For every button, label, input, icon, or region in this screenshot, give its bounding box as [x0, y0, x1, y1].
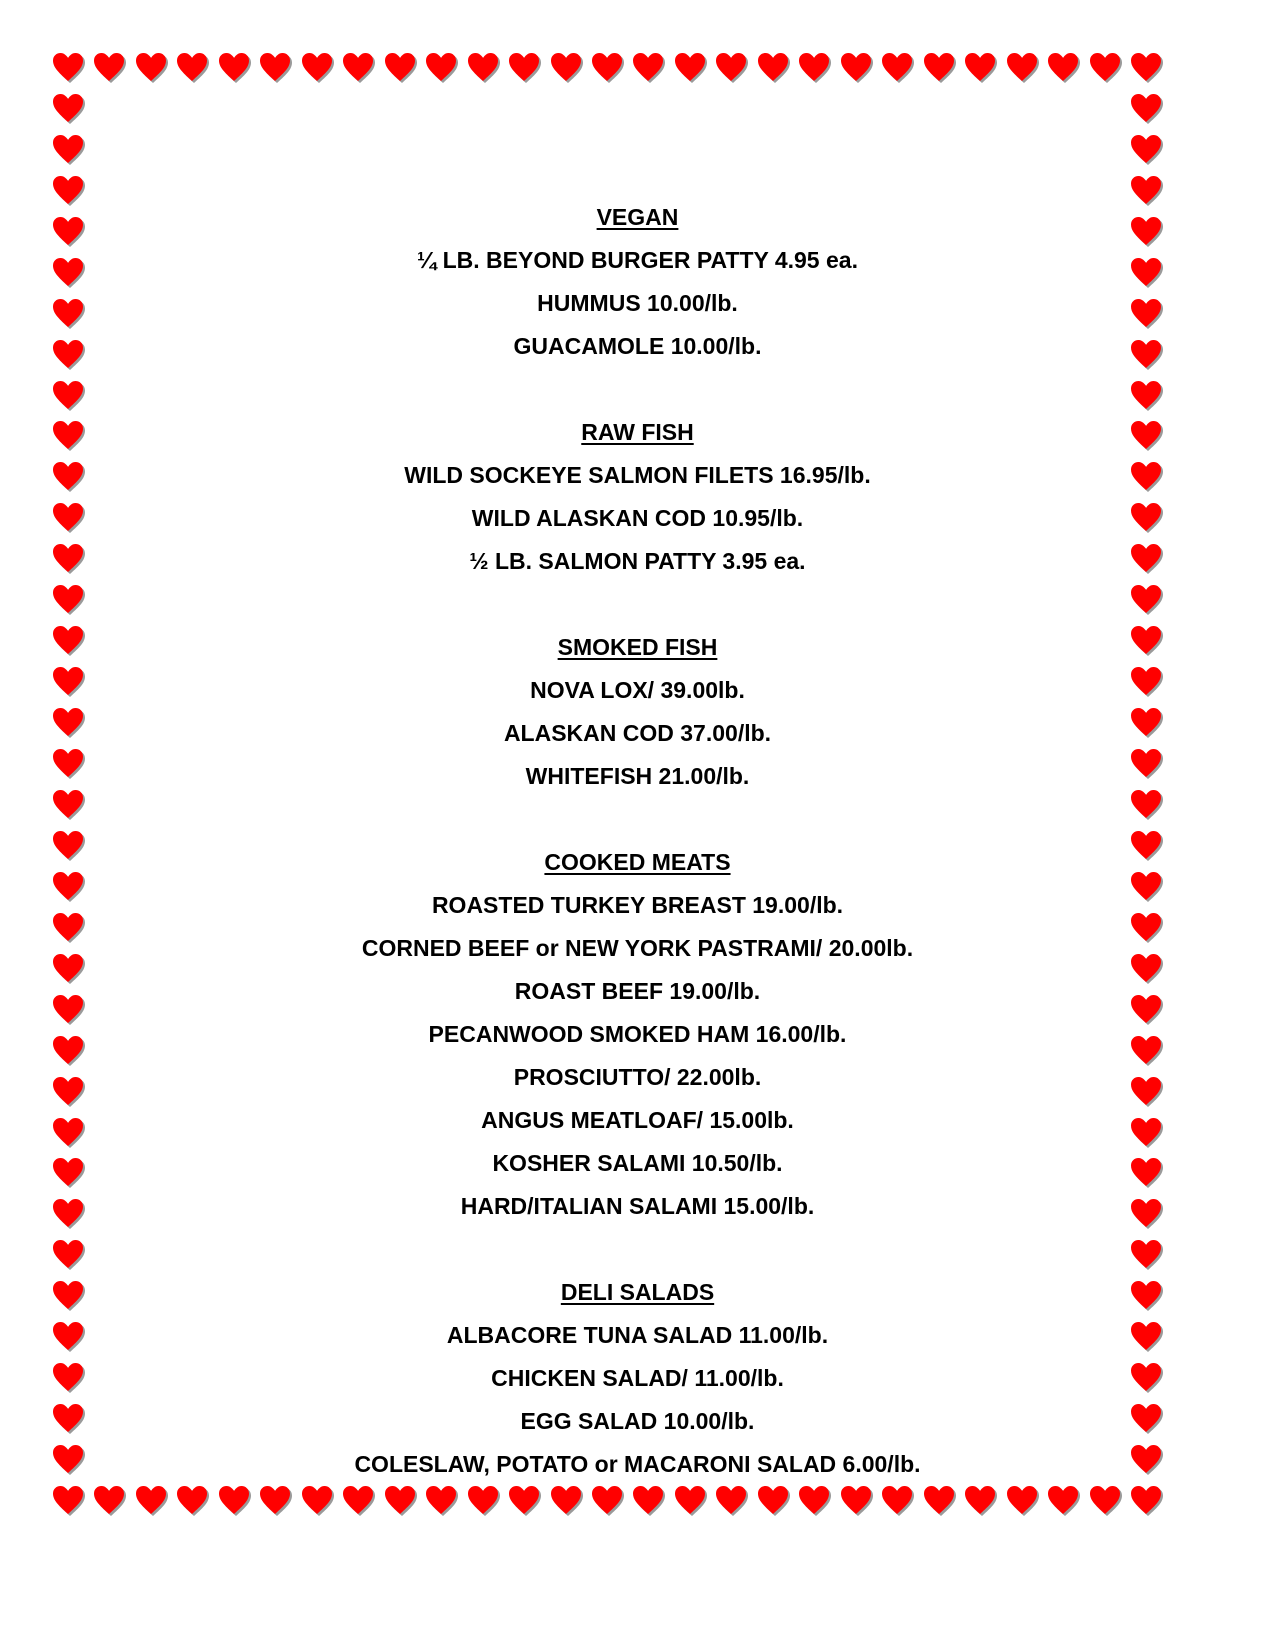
heart-icon	[632, 52, 664, 82]
heart-icon	[591, 1485, 623, 1515]
heart-icon	[52, 134, 84, 164]
heart-icon	[135, 52, 167, 82]
heart-icon	[1006, 52, 1038, 82]
heart-icon	[674, 52, 706, 82]
heart-icon	[259, 1485, 291, 1515]
heart-icon	[798, 52, 830, 82]
menu-item: ANGUS MEATLOAF/ 15.00lb.	[481, 1107, 794, 1133]
heart-icon	[1130, 93, 1162, 123]
heart-icon	[384, 52, 416, 82]
heart-icon	[218, 1485, 250, 1515]
menu-section-deli-salads	[0, 1271, 1275, 1486]
heart-icon	[425, 1485, 457, 1515]
heart-icon	[301, 1485, 333, 1515]
menu-item: NOVA LOX/ 39.00lb.	[530, 677, 745, 703]
heart-icon	[591, 52, 623, 82]
menu-item: CHICKEN SALAD/ 11.00/lb.	[491, 1365, 784, 1391]
menu-item: COLESLAW, POTATO or MACARONI SALAD 6.00/lb.	[354, 1451, 921, 1477]
heart-icon	[840, 52, 872, 82]
heart-icon	[881, 52, 913, 82]
heart-icon	[1130, 134, 1162, 164]
section-heading: VEGAN	[596, 204, 679, 230]
heart-icon	[923, 1485, 955, 1515]
menu-section-vegan	[0, 196, 1275, 368]
heart-icon	[508, 52, 540, 82]
menu-content	[0, 196, 1275, 1486]
heart-icon	[715, 52, 747, 82]
heart-icon	[218, 52, 250, 82]
heart-icon	[715, 1485, 747, 1515]
menu-item: ROASTED TURKEY BREAST 19.00/lb.	[431, 892, 844, 918]
heart-icon	[798, 1485, 830, 1515]
heart-icon	[508, 1485, 540, 1515]
heart-icon	[964, 52, 996, 82]
heart-icon	[840, 1485, 872, 1515]
heart-icon	[550, 52, 582, 82]
heart-icon	[425, 52, 457, 82]
menu-section-smoked-fish	[0, 626, 1275, 798]
heart-icon	[342, 52, 374, 82]
menu-item: ¼ LB. BEYOND BURGER PATTY 4.95 ea.	[417, 247, 858, 273]
heart-icon	[550, 1485, 582, 1515]
heart-icon	[674, 1485, 706, 1515]
heart-icon	[1089, 1485, 1121, 1515]
menu-section-raw-fish	[0, 411, 1275, 583]
heart-icon	[93, 1485, 125, 1515]
section-heading: DELI SALADS	[560, 1279, 715, 1305]
heart-icon	[757, 52, 789, 82]
heart-icon	[881, 1485, 913, 1515]
heart-icon	[52, 93, 84, 123]
menu-item: CORNED BEEF or NEW YORK PASTRAMI/ 20.00lb.	[361, 935, 914, 961]
menu-item: KOSHER SALAMI 10.50/lb.	[492, 1150, 783, 1176]
heart-icon	[93, 52, 125, 82]
heart-icon	[1130, 52, 1162, 82]
heart-icon	[176, 1485, 208, 1515]
menu-item: EGG SALAD 10.00/lb.	[520, 1408, 755, 1434]
section-heading: COOKED MEATS	[544, 849, 731, 875]
section-heading: RAW FISH	[581, 419, 694, 445]
menu-item: PROSCIUTTO/ 22.00lb.	[513, 1064, 762, 1090]
heart-icon	[1047, 1485, 1079, 1515]
heart-icon	[632, 1485, 664, 1515]
heart-icon	[467, 52, 499, 82]
heart-icon	[135, 1485, 167, 1515]
menu-item: ALASKAN COD 37.00/lb.	[503, 720, 772, 746]
menu-item: ALBACORE TUNA SALAD 11.00/lb.	[446, 1322, 829, 1348]
heart-icon	[964, 1485, 996, 1515]
heart-icon	[176, 52, 208, 82]
menu-item: PECANWOOD SMOKED HAM 16.00/lb.	[428, 1021, 847, 1047]
menu-item: ROAST BEEF 19.00/lb.	[514, 978, 761, 1004]
heart-icon	[384, 1485, 416, 1515]
heart-icon	[1047, 52, 1079, 82]
menu-item: GUACAMOLE 10.00/lb.	[513, 333, 762, 359]
heart-icon	[259, 52, 291, 82]
heart-icon	[1130, 1485, 1162, 1515]
heart-icon	[467, 1485, 499, 1515]
heart-icon	[757, 1485, 789, 1515]
menu-section-cooked-meats	[0, 841, 1275, 1228]
heart-icon	[1006, 1485, 1038, 1515]
section-heading: SMOKED FISH	[557, 634, 718, 660]
heart-icon	[1089, 52, 1121, 82]
heart-icon	[301, 52, 333, 82]
heart-icon	[52, 1485, 84, 1515]
menu-item: HUMMUS 10.00/lb.	[537, 290, 738, 316]
menu-item: ½ LB. SALMON PATTY 3.95 ea.	[469, 548, 806, 574]
menu-item: HARD/ITALIAN SALAMI 15.00/lb.	[460, 1193, 815, 1219]
heart-icon	[923, 52, 955, 82]
menu-item: WILD ALASKAN COD 10.95/lb.	[471, 505, 804, 531]
heart-icon	[52, 52, 84, 82]
menu-item: WHITEFISH 21.00/lb.	[525, 763, 750, 789]
heart-icon	[342, 1485, 374, 1515]
menu-item: WILD SOCKEYE SALMON FILETS 16.95/lb.	[404, 462, 871, 488]
